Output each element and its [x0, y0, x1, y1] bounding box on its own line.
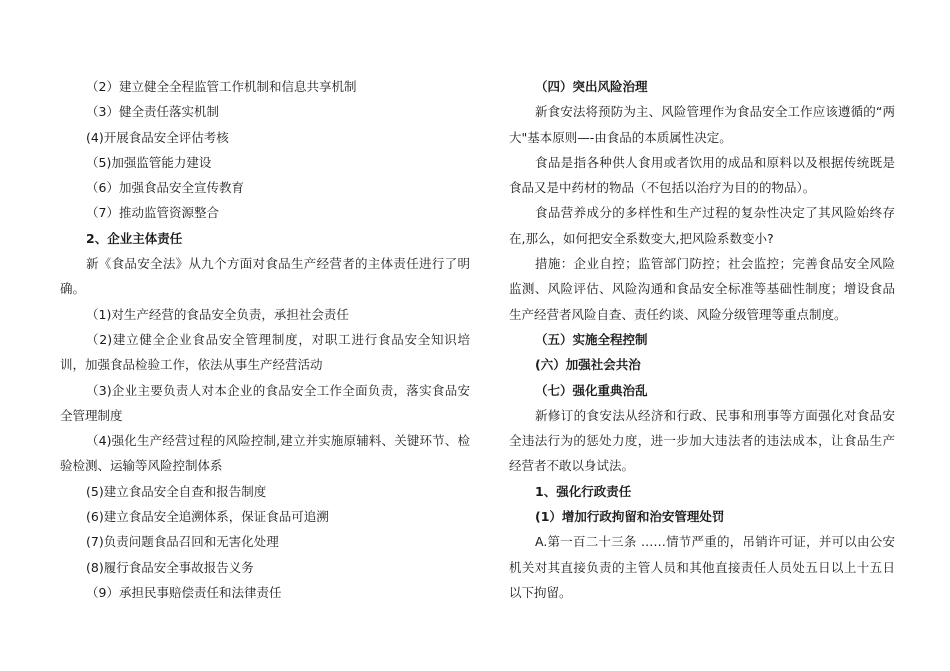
enterprise-item-7: (7)负责问题食品召回和无害化处理 — [86, 534, 279, 550]
enterprise-item-2: （2)建立健全企业食品安全管理制度，对职工进行食品安全知识培训，加强食品检验工作，依法从事生产经营活动 — [60, 331, 470, 373]
measure-3: （3）健全责任落实机制 — [86, 104, 219, 120]
section-heading-enterprise: 2、企业主体责任 — [86, 230, 183, 246]
measure-2: （2）建立健全全程监管工作机制和信息共享机制 — [86, 79, 357, 94]
enterprise-item-4: （4)强化生产经营过程的风险控制,建立并实施原辅料、关键环节、检验检测、运输等风险控制体系 — [60, 433, 470, 474]
measure-7: （7）推动监管资源整合 — [86, 205, 219, 221]
heading-severe-punishment: （七）强化重典治乱 — [535, 382, 648, 398]
right-column — [509, 74, 895, 605]
heading-administrative-liability: 1、强化行政责任 — [535, 483, 632, 499]
enterprise-item-9: （9）承担民事赔偿责任和法律责任 — [86, 584, 282, 600]
enterprise-item-5: (5)建立食品安全自查和报告制度 — [86, 483, 267, 499]
heading-full-control: （五）实施全程控制 — [535, 331, 648, 347]
enterprise-intro: 新《食品安全法》从九个方面对食品生产经营者的主体责任进行了明确。 — [60, 256, 470, 297]
article-123: A.第一百二十三条 ……情节严重的，吊销许可证，并可以由公安机关对其直接负责的主管人员和其他直接责任人员处五日以上十五日以下拘留。 — [509, 534, 895, 600]
measure-5: （5)加强监管能力建设 — [86, 154, 212, 170]
enterprise-item-1: （1)对生产经营的食品安全负责，承担社会责任 — [86, 306, 349, 322]
measure-4: (4)开展食品安全评估考核 — [86, 129, 229, 145]
risk-measures: 措施：企业自控；监管部门防控；社会监控；完善食品安全风险监测、风险评估、风险沟通和食品安全标准等基础性制度；增设食品生产经营者风险自查、责任约谈、风险分级管理等重点制度。 — [509, 256, 895, 322]
heading-detention: (1）增加行政拘留和治安管理处罚 — [535, 509, 725, 525]
enterprise-item-6: (6)建立食品安全追溯体系，保证食品可追溯 — [86, 509, 329, 525]
punishment-paragraph: 新修订的食安法从经济和行政、民事和刑事等方面强化对食品安全违法行为的惩处力度，进一步加大违法者的违法成本，让食品生产经营者不敢以身试法。 — [509, 407, 895, 474]
risk-paragraph-1: 新食安法将预防为主、风险管理作为食品安全工作应该遵循的“两大"基本原则—-由食品的本质属性决定。 — [509, 104, 895, 145]
measure-6: （6）加强食品安全宣传教育 — [86, 180, 244, 196]
risk-paragraph-2: 食品是指各种供人食用或者饮用的成品和原料以及根据传统既是食品又是中药材的物品（不包括以治疗为目的的物品）。 — [509, 154, 895, 196]
enterprise-item-8: (8)履行食品安全事故报告义务 — [86, 559, 254, 575]
enterprise-item-3: （3)企业主要负责人对本企业的食品安全工作全面负责，落实食品安全管理制度 — [60, 382, 470, 423]
heading-risk-governance: （四）突出风险治理 — [535, 79, 648, 94]
left-column — [60, 74, 470, 605]
risk-paragraph-3: 食品营养成分的多样性和生产过程的复杂性决定了其风险始终存在,那么，如何把安全系数变大,把风险系数变小? — [509, 205, 895, 246]
heading-social-governance: (六）加强社会共治 — [535, 357, 641, 373]
